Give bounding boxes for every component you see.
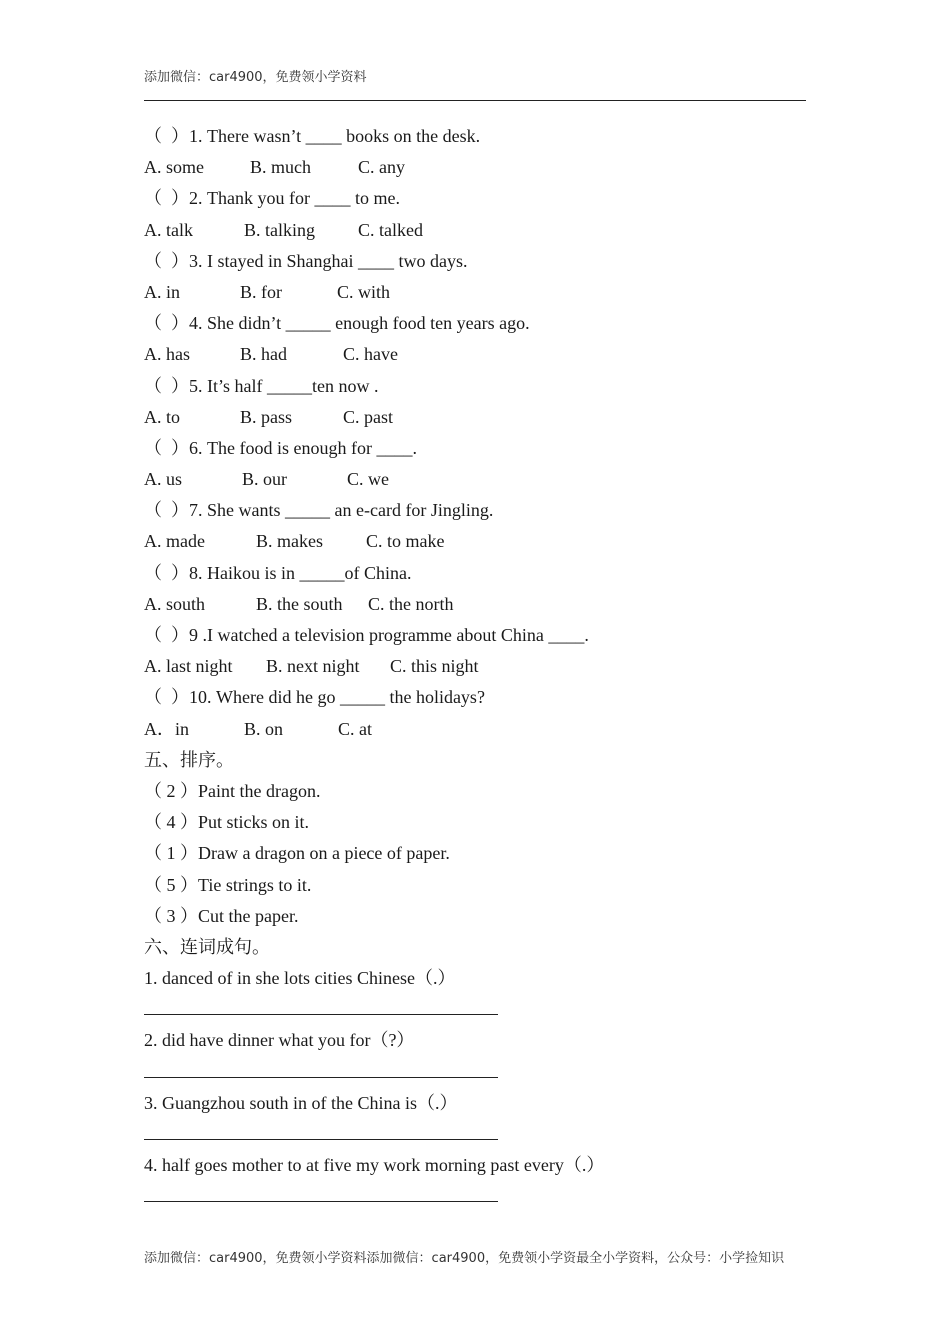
option-b: B. for xyxy=(240,281,282,302)
option-c: C. past xyxy=(343,406,394,427)
question-7: （ ）7. She wants _____ an e-card for Jingling. xyxy=(144,500,494,521)
option-c: C. at xyxy=(338,718,372,739)
option-b: B. had xyxy=(240,344,287,365)
sentence-item-4: 4. half goes mother to at five my work morning past every（.） xyxy=(144,1155,605,1176)
order-item: （ 2 ）Paint the dragon. xyxy=(144,780,321,801)
option-b: B. much xyxy=(250,157,311,178)
option-b: B. on xyxy=(244,718,284,739)
option-a: A. talk xyxy=(144,219,193,240)
question-10: （ ）10. Where did he go _____ the holidays? xyxy=(144,687,485,708)
question-2-options xyxy=(144,215,806,246)
answer-line-1 xyxy=(144,994,806,1025)
option-c: C. with xyxy=(337,281,391,302)
sentence-item-3: 3. Guangzhou south in of the China is（.） xyxy=(144,1092,458,1113)
option-a: A．in xyxy=(144,718,189,739)
order-item: （ 3 ）Cut the paper. xyxy=(144,905,299,926)
option-c: C. talked xyxy=(358,219,423,240)
question-8-options xyxy=(144,589,806,620)
option-b: B. the south xyxy=(256,593,343,614)
option-a: A. south xyxy=(144,593,206,614)
option-c: C. any xyxy=(358,157,405,178)
question-9: （ ）9 .I watched a television programme about China ____. xyxy=(144,625,589,645)
question-7-options xyxy=(144,526,806,557)
answer-line-3 xyxy=(144,1119,806,1150)
option-a: A. us xyxy=(144,469,183,490)
question-9-options xyxy=(144,651,806,682)
option-c: C. have xyxy=(343,344,398,365)
option-a: A. in xyxy=(144,281,180,302)
option-a: A. to xyxy=(144,406,180,427)
question-3: （ ）3. I stayed in Shanghai ____ two days. xyxy=(144,250,468,271)
option-c: C. this night xyxy=(390,656,479,677)
question-10-options xyxy=(144,714,806,745)
order-item: （ 4 ）Put sticks on it. xyxy=(144,812,310,833)
question-2: （ ）2. Thank you for ____ to me. xyxy=(144,188,400,209)
option-b: B. next night xyxy=(266,656,360,677)
option-c: C. to make xyxy=(366,531,445,552)
header-text: 添加微信：car4900，免费领小学资料 xyxy=(144,70,367,85)
option-a: A. last night xyxy=(144,656,233,677)
option-b: B. pass xyxy=(240,406,293,427)
question-4-options xyxy=(144,339,806,370)
question-4: （ ）4. She didn’t _____ enough food ten years ago. xyxy=(144,313,530,334)
answer-rule xyxy=(144,1077,498,1078)
section-6-title: 六、连词成句。 xyxy=(144,936,270,957)
answer-line-2 xyxy=(144,1057,806,1088)
order-item: （ 1 ）Draw a dragon on a piece of paper. xyxy=(144,843,450,864)
sentence-item-1: 1. danced of in she lots cities Chinese（.） xyxy=(144,968,456,989)
question-5-options xyxy=(144,402,806,433)
order-item: （ 5 ）Tie strings to it. xyxy=(144,874,312,895)
option-c: C. we xyxy=(347,469,389,490)
answer-rule xyxy=(144,1201,498,1202)
answer-rule xyxy=(144,1139,498,1140)
question-8: （ ）8. Haikou is in _____of China. xyxy=(144,562,412,583)
section-5-title: 五、排序。 xyxy=(144,749,234,770)
option-a: A. some xyxy=(144,157,204,178)
option-c: C. the north xyxy=(368,593,454,614)
worksheet-content xyxy=(144,121,806,1213)
page-footer: 添加微信：car4900，免费领小学资料添加微信：car4900，免费领小学资最全小学资料，公众号：小学捡知识 xyxy=(144,1251,785,1266)
question-6-options xyxy=(144,464,806,495)
option-b: B. our xyxy=(242,469,287,490)
sentence-item-2: 2. did have dinner what you for（?） xyxy=(144,1030,415,1051)
page-header xyxy=(144,64,806,101)
question-1: （ ）1. There wasn’t ____ books on the desk. xyxy=(144,126,481,146)
question-3-options xyxy=(144,277,806,308)
option-a: A. made xyxy=(144,531,205,552)
question-6: （ ）6. The food is enough for ____. xyxy=(144,437,417,458)
question-1-options xyxy=(144,152,806,183)
option-b: B. makes xyxy=(256,531,323,552)
option-a: A. has xyxy=(144,344,190,365)
answer-rule xyxy=(144,1014,498,1015)
option-b: B. talking xyxy=(244,219,315,240)
question-5: （ ）5. It’s half _____ten now . xyxy=(144,375,379,396)
answer-line-4 xyxy=(144,1181,806,1212)
